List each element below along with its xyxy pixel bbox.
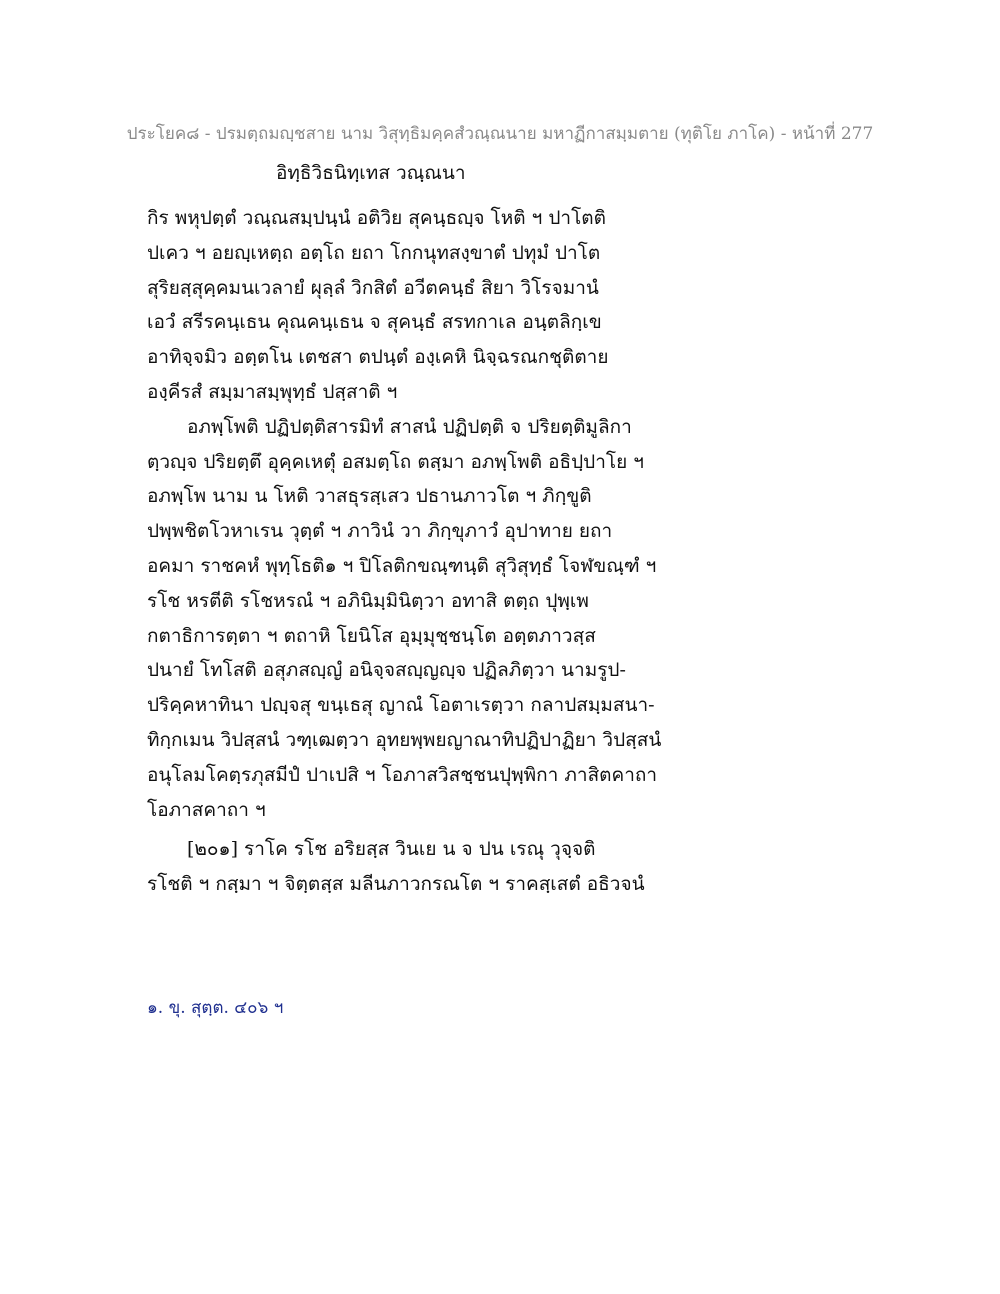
body-line: ตฺวญฺจ ปริยตฺตึ อุคฺคเหตุํ อสมตฺโถ ตสฺมา อภพฺโพติ อธิปฺปาโย ฯ xyxy=(147,450,644,473)
body-text xyxy=(147,201,727,902)
body-line: [๒๐๑] ราโค รโช อริยสฺส วินเย น จ ปน เรณุ วุจฺจติ xyxy=(187,838,596,861)
body-line: ปริคฺคหาทินา ปญฺจสุ ขนฺเธสุ ญาณํ โอตาเรตฺวา กลาปสมฺมสนา- xyxy=(147,694,655,717)
body-line: อาทิจฺจมิว อตฺตโน เตชสา ตปนฺตํ องฺเคหิ นิจฺฉรณกชุติตาย xyxy=(147,346,609,369)
body-line: อคมา ราชคหํ พุทฺโธติ๑ ฯ ปิโลติกขณฺฑนฺติ สุวิสุทฺธํ โจฬขณฺฑํ ฯ xyxy=(147,554,657,577)
running-header: ประโยค๘ - ปรมตฺถมญฺชสาย นาม วิสุทฺธิมคฺคสํวณฺณนาย มหาฏีกาสมฺมตาย (ทุติโย ภาโค) - หน้าที่ 277 xyxy=(126,124,874,144)
body-line: ปพฺพชิตโวหาเรน วุตฺตํ ฯ ภาวินํ วา ภิกฺขุภาวํ อุปาทาย ยถา xyxy=(147,520,613,543)
body-line: สุริยสฺสุคฺคมนเวลายํ ผุลฺลํ วิกสิตํ อวีตคนฺธํ สิยา วิโรจมานํ xyxy=(147,276,599,299)
body-line: รโชติ ฯ กสฺมา ฯ จิตฺตสฺส มลีนภาวกรณโต ฯ ราคสฺเสตํ อธิวจนํ xyxy=(147,873,645,896)
body-line: กิร พหุปตฺตํ วณฺณสมฺปนฺนํ อติวิย สุคนฺธญฺจ โหติ ฯ ปาโตติ xyxy=(147,207,606,229)
body-line: รโช หรตีติ รโชหรณํ ฯ อภินิมฺมินิตฺวา อทาสิ ตตฺถ ปุพฺเพ xyxy=(147,589,589,612)
body-line: โอภาสคาถา ฯ xyxy=(147,798,266,821)
footnote: ๑. ขุ. สุตฺต. ๔๐๖ ฯ xyxy=(147,998,284,1018)
body-line: กตาธิการตฺตา ฯ ตถาหิ โยนิโส อุมฺมุชฺชนฺโต อตฺตภาวสฺส xyxy=(147,624,596,647)
body-line: อภพฺโพติ ปฏิปตฺติสารมิทํ สาสนํ ปฏิปตฺติ จ ปริยตฺติมูลิกา xyxy=(187,415,632,438)
body-line: อภพฺโพ นาม น โหติ วาสธุรสฺเสว ปธานภาวโต ฯ ภิกฺขูติ xyxy=(147,485,592,508)
body-line: ปนายํ โทโสติ อสุภสญฺญํ อนิจฺจสญฺญญฺจ ปฏิลภิตฺวา นามรูป- xyxy=(147,659,626,682)
body-line: อนุโลมโคตฺรภุสมีปํ ปาเปสิ ฯ โอภาสวิสชฺชนปุพฺพิกา ภาสิตคาถา xyxy=(147,763,658,786)
body-line: เอวํ สรีรคนฺเธน คุณคนฺเธน จ สุคนฺธํ สรทกาเล อนฺตลิกฺเข xyxy=(147,311,602,334)
section-title: อิทฺธิวิธนิทฺเทส วณฺณนา xyxy=(276,162,466,184)
body-line: องฺคีรสํ สมฺมาสมฺพุทฺธํ ปสฺสาติ ฯ xyxy=(147,380,398,403)
body-line: ปเคว ฯ อยญฺเหตฺถ อตฺโถ ยถา โกกนุทสงฺขาตํ ปทุมํ ปาโต xyxy=(147,241,601,264)
body-line: ทิกฺกเมน วิปสฺสนํ วฑฺเฒตฺวา อุทยพฺพยญาณาทิปฏิปาฏิยา วิปสฺสนํ xyxy=(147,728,662,751)
